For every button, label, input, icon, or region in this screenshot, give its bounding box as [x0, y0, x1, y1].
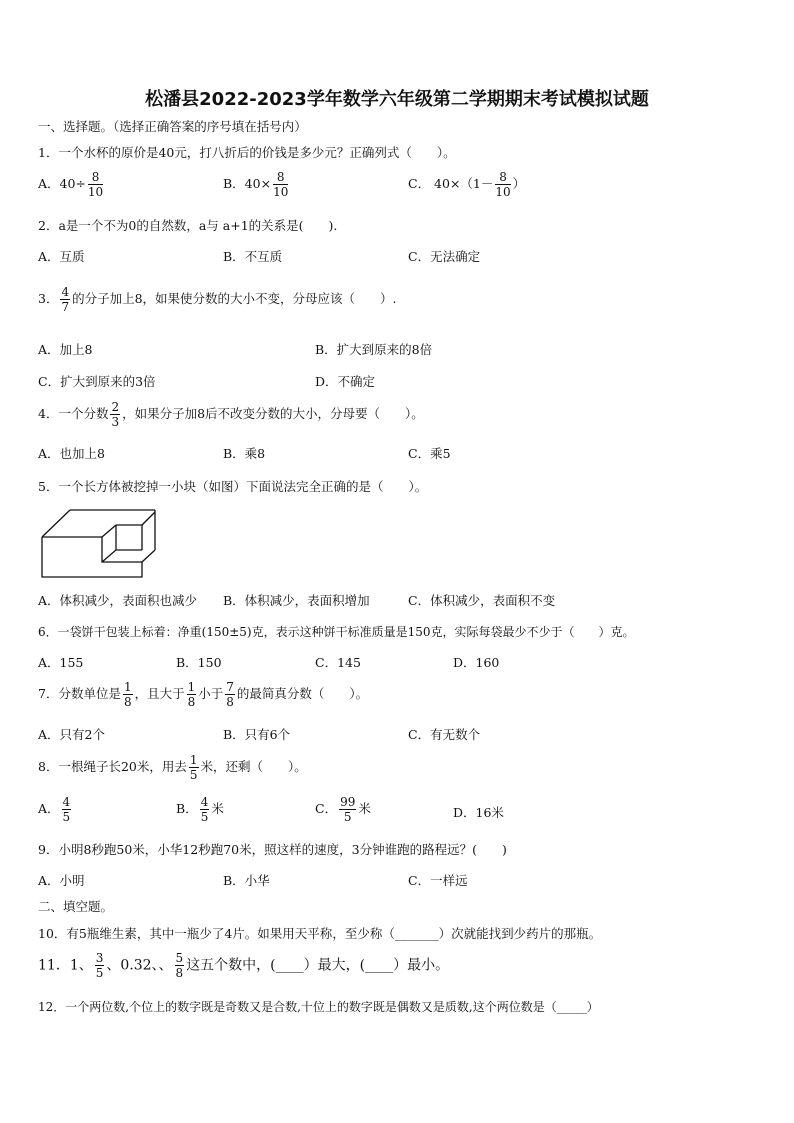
numerator: 8 — [273, 171, 288, 185]
question-8-option-c — [315, 796, 371, 823]
option-label: C． — [315, 801, 338, 816]
denominator: 8 — [123, 695, 132, 709]
question-3-option-b: B．扩大到原来的8倍 — [315, 342, 433, 357]
page-title: 松潘县2022-2023学年数学六年级第二学期期末考试模拟试题 — [145, 89, 649, 110]
denominator: 5 — [343, 810, 352, 824]
denominator: 5 — [95, 966, 104, 980]
denominator: 5 — [62, 810, 71, 824]
question-2-option-c: C．无法确定 — [408, 249, 481, 264]
fraction — [495, 171, 510, 198]
option-label: B．40× — [223, 176, 272, 191]
question-2-stem: 2．a是一个不为0的自然数，a与 a+1的关系是( ). — [38, 218, 338, 233]
question-text: 7．分数单位是 — [38, 686, 121, 701]
question-8-option-d: D．16米 — [453, 805, 504, 820]
option-label: A． — [38, 801, 60, 816]
question-text: 8．一根绳子长20米，用去 — [38, 759, 187, 774]
numerator: 4 — [61, 285, 70, 299]
numerator: 5 — [175, 951, 184, 965]
question-6-option-b: B．150 — [176, 655, 222, 670]
option-label: A．40÷ — [38, 176, 86, 191]
option-label: B． — [176, 801, 198, 816]
numerator: 8 — [88, 171, 103, 185]
cuboid-with-notch-figure — [40, 507, 158, 579]
denominator: 8 — [175, 966, 184, 980]
question-text: ，如果分子加8后不改变分数的大小，分母要（ ）。 — [122, 406, 424, 421]
denominator: 3 — [111, 415, 120, 429]
option-unit: 米 — [358, 801, 371, 816]
question-3-option-d: D．不确定 — [315, 374, 376, 389]
question-7-option-a: A．只有2个 — [38, 727, 105, 742]
question-text: 这五个数中，(____）最大，(____）最小。 — [186, 957, 450, 974]
question-3-option-c: C．扩大到原来的3倍 — [38, 374, 156, 389]
question-10: 10．有5瓶维生素，其中一瓶少了4片。如果用天平称，至少称（_______）次就能找到少药片的那瓶。 — [38, 926, 602, 941]
numerator: 7 — [226, 680, 234, 694]
denominator: 7 — [61, 300, 70, 314]
question-6-option-d: D．160 — [453, 655, 500, 670]
denominator: 5 — [200, 810, 209, 824]
question-text: 11．1、 — [38, 957, 93, 974]
fraction — [110, 401, 120, 428]
fraction — [175, 952, 185, 979]
fraction — [200, 796, 210, 823]
numerator: 8 — [495, 171, 510, 185]
numerator: 4 — [62, 795, 71, 809]
numerator: 3 — [95, 951, 104, 965]
question-4-stem — [38, 401, 424, 428]
option-suffix: ） — [512, 176, 526, 191]
question-text: 小于 — [198, 686, 224, 701]
question-7-stem — [38, 681, 368, 708]
question-text: ，且大于 — [134, 686, 185, 701]
denominator: 10 — [495, 185, 511, 199]
fraction — [339, 796, 356, 823]
question-number: 3． — [38, 291, 59, 306]
question-5-stem: 5．一个长方体被挖掉一小块（如图）下面说法完全正确的是（ ）。 — [38, 479, 428, 494]
question-1-option-c — [408, 171, 525, 198]
option-unit: 米 — [211, 801, 224, 816]
question-2-option-b: B．不互质 — [223, 249, 283, 264]
denominator: 10 — [273, 185, 289, 199]
fraction — [189, 754, 199, 781]
question-12: 12．一个两位数,个位上的数字既是奇数又是合数,十位上的数字既是偶数又是质数,这个两位数是（_____） — [38, 1000, 599, 1014]
fraction — [225, 681, 235, 708]
question-9-option-a: A．小明 — [38, 873, 85, 888]
fraction — [60, 286, 70, 313]
fraction — [273, 171, 288, 198]
numerator: 4 — [200, 795, 209, 809]
question-text: 的最简真分数（ ）。 — [236, 686, 369, 701]
denominator: 5 — [189, 768, 198, 782]
numerator: 1 — [187, 680, 196, 694]
numerator: 2 — [111, 400, 120, 414]
question-4-option-b: B．乘8 — [223, 446, 266, 461]
question-text: 、0.32、 — [106, 957, 159, 974]
question-7-option-c: C．有无数个 — [408, 727, 481, 742]
question-7-option-b: B．只有6个 — [223, 727, 291, 742]
fraction — [62, 796, 72, 823]
question-4-option-a: A．也加上8 — [38, 446, 105, 461]
question-text: 4．一个分数 — [38, 406, 109, 421]
section-choice-heading: 一、选择题。（选择正确答案的序号填在括号内） — [38, 119, 307, 134]
option-label: C． 40×（1－ — [408, 176, 494, 191]
question-9-stem: 9．小明8秒跑50米，小华12秒跑70米，照这样的速度，3分钟谁跑的路程远？( ) — [38, 842, 507, 857]
question-2-option-a: A．互质 — [38, 249, 85, 264]
question-6-option-a: A．155 — [38, 655, 84, 670]
question-8-option-a — [38, 796, 73, 823]
numerator: 99 — [340, 795, 356, 809]
denominator: 8 — [187, 695, 196, 709]
question-6-option-c: C．145 — [315, 655, 361, 670]
question-1-option-a — [38, 171, 105, 198]
question-1-option-b — [223, 171, 290, 198]
section-fill-heading: 二、填空题。 — [38, 899, 114, 914]
question-text: 、 — [158, 957, 173, 974]
question-6-stem: 6．一袋饼干包装上标着：净重(150±5)克，表示这种饼干标准质量是150克，实际每袋最少不少于（ ）克。 — [38, 625, 635, 639]
fraction — [123, 681, 133, 708]
question-8-stem — [38, 754, 307, 781]
fraction — [95, 952, 105, 979]
denominator: 8 — [226, 695, 234, 709]
question-4-option-c: C．乘5 — [408, 446, 451, 461]
question-9-option-c: C．一样远 — [408, 873, 468, 888]
numerator: 1 — [123, 680, 132, 694]
question-text: 的分子加上8，如果使分数的大小不变，分母应该（ ）. — [72, 291, 397, 306]
question-5-option-b: B．体积减少，表面积增加 — [223, 593, 370, 608]
question-5-option-a: A．体积减少，表面积也减少 — [38, 593, 198, 608]
question-5-option-c: C．体积减少，表面积不变 — [408, 593, 556, 608]
question-11 — [38, 952, 449, 979]
denominator: 10 — [87, 185, 104, 199]
question-9-option-b: B．小华 — [223, 873, 270, 888]
question-3-option-a: A．加上8 — [38, 342, 93, 357]
question-text: 米，还剩（ ）。 — [200, 759, 307, 774]
numerator: 1 — [189, 753, 198, 767]
fraction — [187, 681, 197, 708]
fraction — [88, 171, 103, 198]
question-3-stem — [38, 286, 397, 313]
question-1-stem: 1．一个水杯的原价是40元，打八折后的价钱是多少元？正确列式（ ）。 — [38, 145, 456, 160]
question-8-option-b — [176, 796, 224, 823]
